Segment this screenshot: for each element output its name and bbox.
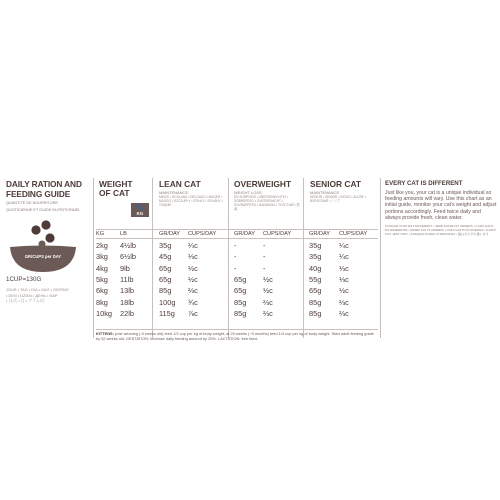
- weight-title-1: WEIGHT: [99, 179, 133, 189]
- table-cell: 85g: [309, 297, 322, 307]
- table-cell: ¾c: [188, 297, 198, 307]
- table-cell: -: [263, 263, 266, 273]
- table-cell: 8kg: [96, 297, 108, 307]
- table-cell: 65g: [234, 274, 247, 284]
- table-cell: -: [234, 252, 237, 262]
- senior-langs: SÉNIOR • SENIOR • IDOSO • ÄLDRE • ВЗРОСЛЫЙ • シニア: [310, 195, 367, 203]
- table-header-cell: GR/DAY: [234, 231, 256, 237]
- table-cell: ¼c: [339, 252, 349, 262]
- table-cell: 4kg: [96, 263, 108, 273]
- divider: [380, 178, 381, 338]
- table-cell: ½c: [263, 274, 273, 284]
- table-cell: 5kg: [96, 274, 108, 284]
- bowl-illustration: [6, 216, 90, 274]
- table-cell: 115g: [159, 308, 175, 318]
- table-header-cell: GR/DAY: [159, 231, 181, 237]
- senior-sub: MAINTENANCE: [310, 190, 340, 195]
- languages-line-2: • DEN • DZIEN • ДЕНЬ • NAP: [6, 292, 58, 298]
- over-sub: WEIGHT LOSS: [234, 190, 262, 195]
- table-cell: ½c: [263, 286, 273, 296]
- table-cell: 11lb: [120, 274, 134, 284]
- table-cell: -: [263, 241, 266, 250]
- table-rule: [96, 229, 378, 230]
- subtitle-line-2: QUOTIDIENNE ET GUIDE NUTRITIONNEL: [6, 207, 81, 212]
- table-cell: 3kg: [96, 252, 108, 262]
- weight-header: [99, 180, 133, 198]
- table-cell: ⅔c: [263, 308, 273, 318]
- kittens-note: [96, 331, 378, 341]
- kg-badge: [131, 203, 149, 217]
- title-line-1: DAILY RATION AND: [6, 179, 82, 189]
- overweight-header: [234, 180, 300, 212]
- table-cell: -: [234, 241, 237, 250]
- table-cell: 65g: [234, 286, 247, 296]
- bowl-label: GR/CUPS per DAY: [24, 254, 62, 260]
- table-rule: [96, 329, 378, 330]
- table-cell: 100g: [159, 297, 176, 307]
- table-cell: 45g: [159, 252, 172, 262]
- table-cell: ⅔c: [263, 297, 273, 307]
- table-header-cell: GR/DAY: [309, 231, 331, 237]
- table-cell: 13lb: [120, 286, 134, 296]
- table-cell: 40g: [309, 263, 322, 273]
- food-bowl-icon: [6, 216, 90, 274]
- languages-list: [6, 287, 86, 303]
- table-cell: ⅔c: [339, 308, 349, 318]
- right-translations: CHAQUE CHAT EST DIFFÉRENT • JEDE KATZE IST ANDERS • CADA GATO ES DIFERENTE • IEDER KAT IS ANDERS • OGNI GATTO È DIVERSO • KAŻDY KOT JEST INNY • КАЖДАЯ КОШКА УНИКАЛЬНА • 猫はそれぞれ違います: [385, 224, 497, 236]
- table-cell: ½c: [339, 286, 349, 296]
- table-cell: 22lb: [120, 308, 134, 318]
- table-cell: ½c: [188, 263, 198, 273]
- note-text: post weaning (-5 weeks old) feed 1/2 cup per kg of body weight, at 20 weeks (~5 months) feed 1/4 cup per kg of body weight. Start adult feeding guide by 52 weeks old. GESTATION: increase daily feeding amount by 25%. LACTATION: free feed.: [96, 331, 374, 341]
- table-cell: -: [263, 252, 266, 262]
- every-cat-different-block: [385, 180, 497, 237]
- table-cell: ¼c: [339, 241, 349, 250]
- table-cell: ⅞c: [188, 308, 198, 318]
- feeding-guide-panel: [0, 172, 500, 348]
- table-cell: 65g: [309, 286, 322, 296]
- languages-line-3: • 日/天 • 日 • グラム/日: [6, 298, 45, 303]
- weight-title-2: OF CAT: [99, 188, 130, 198]
- table-cell: 2kg: [96, 241, 108, 250]
- table-cell: 10kg: [96, 308, 113, 318]
- table-cell: 35g: [159, 241, 172, 250]
- divider: [93, 178, 94, 338]
- table-cell: ⅔c: [188, 286, 198, 296]
- cup-conversion: 1CUP=130G: [6, 276, 42, 284]
- right-text: Just like you, your cat is a unique individual so feeding amounts will vary. Use this chart as an initial guide, monitor your cat's weight and adjust portions accordingly. Feed twice daily and always provide fresh, clean water.: [385, 190, 497, 221]
- table-header-cell: KG: [96, 231, 105, 237]
- table-header-cell: LB: [120, 231, 127, 237]
- table-cell: -: [234, 263, 237, 273]
- table-cell: 85g: [234, 297, 247, 307]
- over-title: OVERWEIGHT: [234, 179, 292, 189]
- table-cell: 35g: [309, 252, 322, 262]
- table-header-cell: CUPS/DAY: [263, 231, 292, 237]
- table-cell: 85g: [309, 308, 322, 318]
- lean-title: LEAN CAT: [159, 179, 201, 189]
- cat-icon: 🐾: [136, 204, 144, 211]
- lean-langs: MINCE • SCHLANK • DELGADO • MAGER • MAGRO • SZCZUPŁY • ŠTÍHLÝ • SOVÁNY • ТОЩИЙ: [159, 195, 223, 207]
- table-cell: 9lb: [120, 263, 130, 273]
- over-langs: EN SURPOIDS • ÜBERGEWICHTIG • SOBREPESO • OVERGEWICHT • SOVRAPPESO • NADWAGA • ТОЛСТЫЙ • 肥満: [234, 195, 300, 211]
- subtitle-line-1: QUANTITÉ DE NOURRITURE: [6, 201, 58, 205]
- table-cell: 55g: [309, 274, 322, 284]
- table-header-cell: CUPS/DAY: [339, 231, 368, 237]
- title-line-2: FEEDING GUIDE: [6, 188, 71, 199]
- table-cell: 85g: [234, 308, 247, 318]
- divider: [228, 178, 229, 338]
- table-cell: 85g: [159, 286, 172, 296]
- senior-cat-header: [310, 180, 376, 204]
- lean-cat-header: [159, 180, 225, 208]
- table-cell: 6½lb: [120, 252, 137, 262]
- table-cell: ⅓c: [339, 274, 349, 284]
- senior-title: SENIOR CAT: [310, 179, 362, 189]
- table-cell: 6kg: [96, 286, 108, 296]
- table-cell: ⅓c: [188, 252, 198, 262]
- table-rule: [96, 238, 378, 239]
- table-cell: 4½lb: [120, 241, 137, 250]
- table-cell: 65g: [159, 263, 172, 273]
- table-cell: ⅔c: [339, 297, 349, 307]
- table-header-cell: CUPS/DAY: [188, 231, 217, 237]
- kg-badge-label: KG: [136, 210, 144, 216]
- table-cell: ½c: [188, 274, 198, 284]
- lean-sub: MAINTENANCE: [159, 190, 189, 195]
- table-cell: 65g: [159, 274, 172, 284]
- divider: [303, 178, 304, 338]
- divider: [152, 178, 153, 338]
- table-cell: 35g: [309, 241, 322, 250]
- table-cell: 18lb: [120, 297, 134, 307]
- feeding-guide-title-block: [6, 180, 90, 303]
- right-heading: EVERY CAT IS DIFFERENT: [385, 180, 463, 187]
- note-label: KITTENS:: [96, 331, 114, 336]
- languages-line-1: JOUR • TAG • DIA • DAG • GIORNO: [6, 287, 69, 293]
- table-cell: ¼c: [188, 241, 198, 250]
- table-cell: ⅓c: [339, 263, 349, 273]
